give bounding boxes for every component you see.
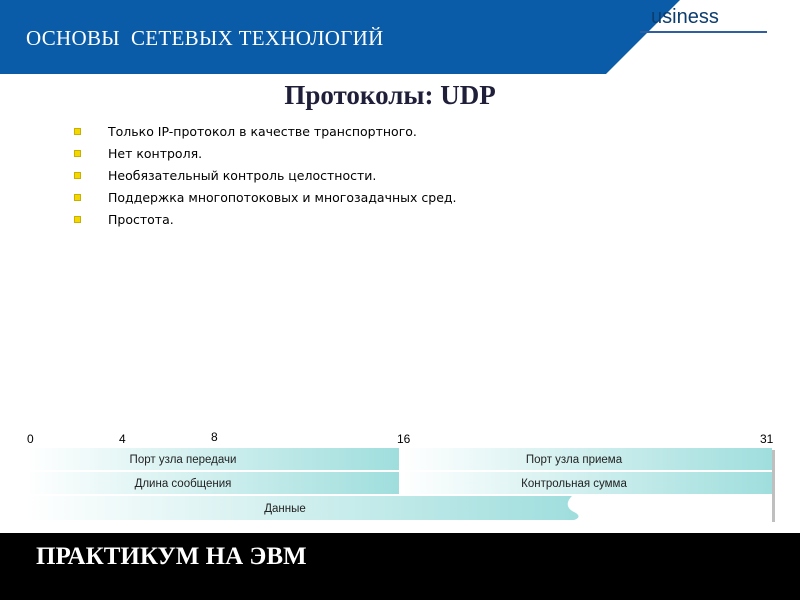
bullet-item (74, 168, 457, 190)
bullet-text: Простота. (108, 212, 174, 227)
brand-text: usiness (651, 6, 719, 28)
bullet-item (74, 212, 457, 234)
footer-band (0, 533, 800, 600)
bullet-square-icon (74, 150, 81, 157)
bullet-text: Только IP-протокол в качестве транспортного. (108, 124, 417, 139)
bit-label-4: 4 (119, 432, 126, 446)
bit-label-8: 8 (211, 430, 218, 444)
field-data-label: Данные (264, 503, 306, 515)
bullet-square-icon (74, 172, 81, 179)
bullet-square-icon (74, 216, 81, 223)
bit-label-0: 0 (27, 432, 34, 446)
bullet-text: Необязательный контроль целостности. (108, 168, 377, 183)
header-title: ОСНОВЫ СЕТЕВЫХ ТЕХНОЛОГИЙ (26, 26, 384, 50)
field-checksum-label: Контрольная сумма (521, 478, 627, 490)
bullet-list (74, 124, 457, 234)
brand-underline (640, 31, 767, 33)
bullet-square-icon (74, 194, 81, 201)
bullet-text: Нет контроля. (108, 146, 203, 161)
bit-label-31: 31 (760, 432, 774, 446)
bullet-item (74, 190, 457, 212)
bullet-text: Поддержка многопотоковых и многозадачных сред. (108, 190, 457, 205)
slide-title: Протоколы: UDP (284, 80, 496, 110)
footer-title: ПРАКТИКУМ НА ЭВМ (36, 543, 307, 570)
bullet-item (74, 124, 457, 146)
bullet-square-icon (74, 128, 81, 135)
field-src-port-label: Порт узла передачи (129, 454, 237, 466)
bullet-item (74, 146, 457, 168)
field-dst-port-label: Порт узла приема (525, 454, 623, 466)
diagram-shadow (772, 450, 775, 522)
udp-header-diagram (0, 424, 800, 530)
field-length-label: Длина сообщения (134, 478, 232, 490)
bit-label-16: 16 (397, 432, 411, 446)
